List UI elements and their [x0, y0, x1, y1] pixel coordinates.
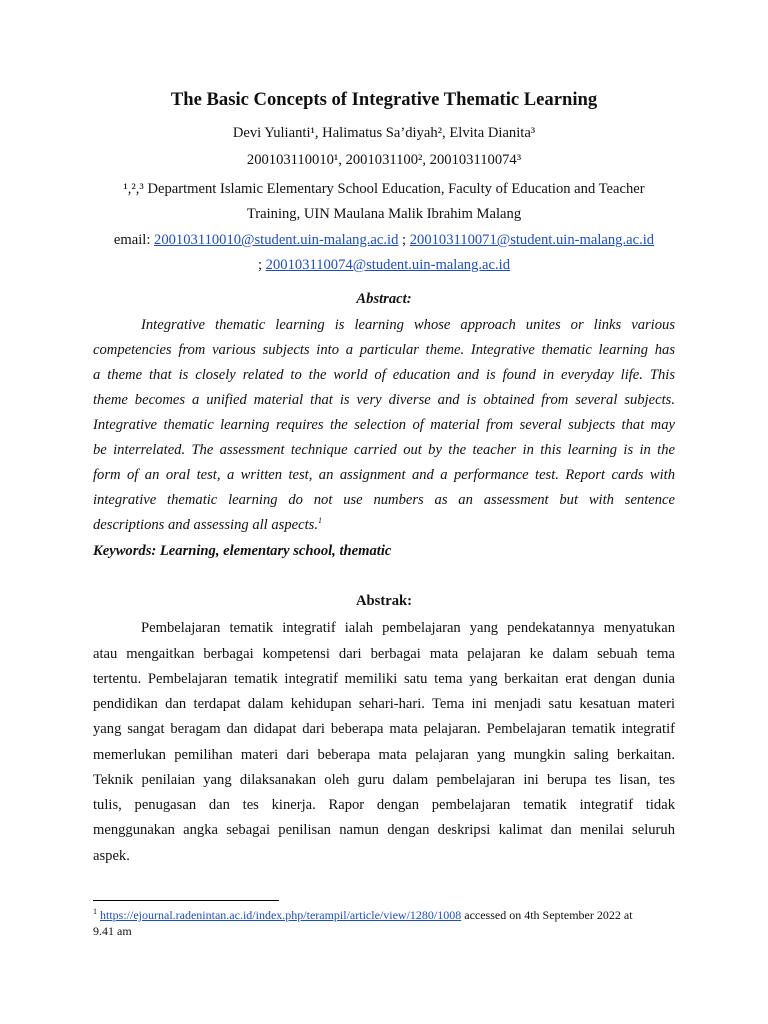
footnote-link[interactable]: https://ejournal.radenintan.ac.id/index.php/terampil/article/view/1280/1008	[100, 908, 462, 922]
abstrak-heading: Abstrak:	[356, 593, 412, 609]
abstract-heading: Abstract:	[356, 291, 412, 307]
abstrak-line: menggunakan angka sebagai penilisan namun dengan deskripsi kalimat dan menilai seluruh	[93, 822, 675, 838]
abstract-line: competencies from various subjects into a particular theme. Integrative thematic learning has	[93, 342, 675, 358]
abstract-line: Integrative thematic learning requires the selection of material from several subjects that may	[93, 417, 675, 433]
keywords: Keywords: Learning, elementary school, thematic	[93, 543, 392, 559]
abstrak-last-line: aspek.	[93, 848, 130, 864]
student-ids: 200103110010¹, 2001031100², 200103110074³	[246, 152, 522, 168]
abstract-last-line	[93, 517, 322, 534]
footnote-line-2: 9.41 am	[93, 924, 132, 938]
abstract-line: a theme that is closely related to the world of education and is found in everyday life. This	[93, 367, 675, 383]
author-list: Devi Yulianti¹, Halimatus Sa’diyah², Elvita Dianita³	[232, 125, 536, 141]
footnote-number: 1	[93, 907, 97, 916]
abstract-line: integrative thematic learning do not use numbers as an assessment but with sentence	[93, 492, 675, 508]
footnote-line-1	[93, 908, 633, 923]
abstrak-line: atau mengaitkan berbagai kompetensi dari berbagai mata pelajaran ke dalam sebuah tema	[93, 646, 675, 662]
email-separator: ;	[398, 232, 410, 248]
abstrak-line: Pembelajaran tematik integratif ialah pembelajaran yang pendekatannya menyatukan	[141, 620, 675, 636]
affiliation-line-1: ¹,²,³ Department Islamic Elementary School Education, Faculty of Education and Teacher	[123, 181, 645, 197]
email-line	[0, 232, 768, 249]
abstract-line: theme becomes a unified material that is very diverse and is obtained from several subjects.	[93, 392, 675, 408]
abstract-line: be interrelated. The assessment technique carried out by the teacher in this learning is in the	[93, 442, 675, 458]
abstract-line: Integrative thematic learning is learning whose approach unites or links various	[141, 317, 675, 333]
email-link-1[interactable]: 200103110010@student.uin-malang.ac.id	[154, 232, 399, 248]
footnote-text: accessed on 4th September 2022 at	[461, 908, 633, 922]
footnote-reference[interactable]: 1	[318, 516, 322, 526]
abstrak-line: yang sangat beragam dan didapat dari beberapa mata pelajaran. Pembelajaran tematik integratif	[93, 721, 675, 737]
footnote-divider	[93, 900, 279, 901]
abstract-line: form of an oral test, a written test, an assignment and a performance test. Report cards with	[93, 467, 675, 483]
email-line-2	[0, 257, 768, 274]
email-link-3[interactable]: 200103110074@student.uin-malang.ac.id	[265, 257, 511, 273]
affiliation-line-2: Training, UIN Maulana Malik Ibrahim Malang	[246, 206, 522, 222]
email-link-2[interactable]: 200103110071@student.uin-malang.ac.id	[409, 232, 655, 248]
abstrak-line: pendidikan dan terdapat dalam kehidupan sehari-hari. Tema ini menjadi satu kesatuan materi	[93, 696, 675, 712]
email-prefix: email:	[113, 232, 155, 248]
paper-title: The Basic Concepts of Integrative Thematic Learning	[170, 89, 598, 110]
email-separator-2: ;	[257, 257, 266, 273]
abstrak-line: tulis, penugasan dan tes kinerja. Rapor dengan pembelajaran tematik integratif tidak	[93, 797, 675, 813]
abstrak-line: tertentu. Pembelajaran tematik integratif memiliki satu tema yang berkaitan erat dengan dunia	[93, 671, 675, 687]
abstrak-line: Teknik penilaian yang dilaksanakan oleh guru dalam pembelajaran ini berupa tes lisan, tes	[93, 772, 675, 788]
abstrak-line: memerlukan pemilihan materi dari beberapa mata pelajaran yang mungkin saling berkaitan.	[93, 747, 675, 763]
abstract-line-text: descriptions and assessing all aspects.	[93, 517, 318, 533]
